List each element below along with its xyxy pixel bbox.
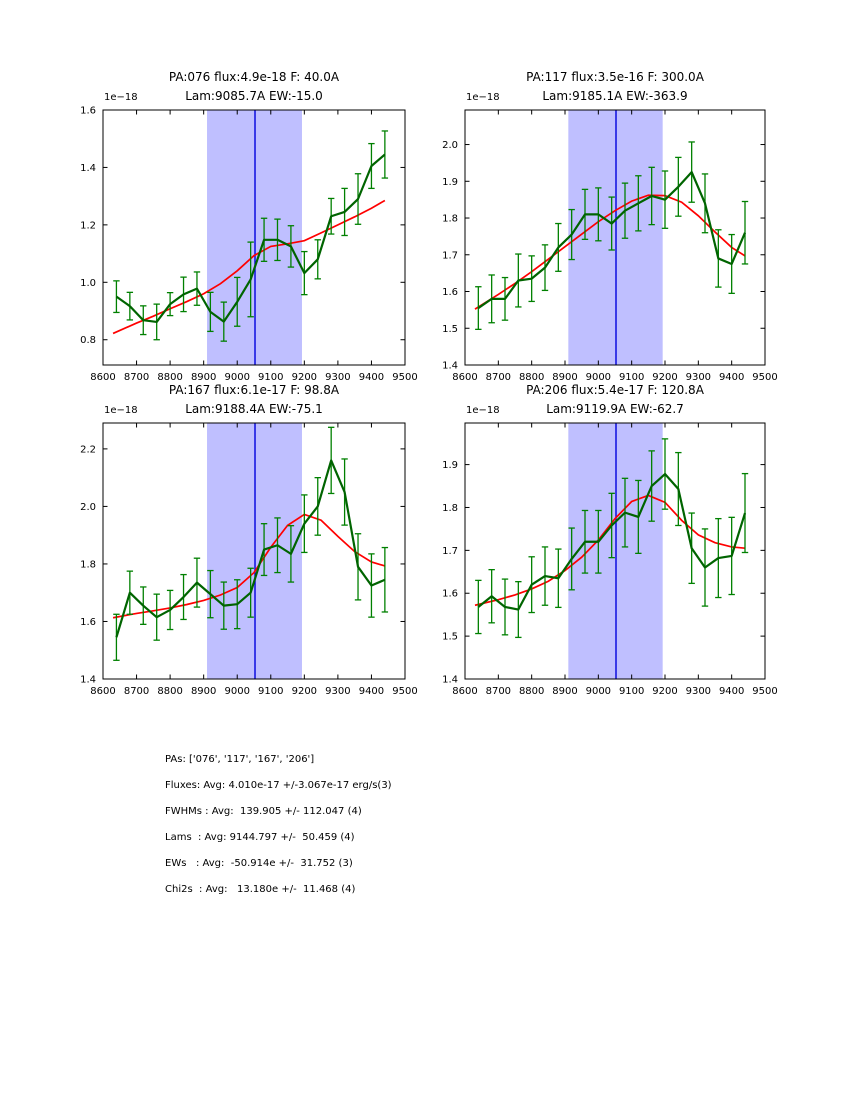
subplot-2-title-line2: Lam:9185.1A EW:-363.9 xyxy=(542,89,688,103)
x-tick-label: 9200 xyxy=(652,372,678,383)
stats-line-fwhms: FWHMs : Avg: 139.905 +/- 112.047 (4) xyxy=(165,806,362,817)
x-tick-label: 9500 xyxy=(392,686,418,697)
x-tick-label: 9200 xyxy=(291,686,318,697)
x-tick-label: 9300 xyxy=(325,686,351,697)
x-tick-label: 9500 xyxy=(752,686,778,697)
x-tick-label: 8600 xyxy=(90,686,116,697)
y-tick-label: 1.7 xyxy=(442,250,458,262)
y-tick-label: 1.9 xyxy=(442,176,458,188)
x-tick-label: 8700 xyxy=(485,372,512,383)
x-tick-label: 9100 xyxy=(618,372,645,383)
y-tick-label: 1.0 xyxy=(80,277,96,289)
x-tick-label: 8800 xyxy=(157,372,183,383)
subplot-4-title-line1: PA:206 flux:5.4e-17 F: 120.8A xyxy=(526,383,704,397)
subplot-2 xyxy=(442,110,778,383)
subplot-3 xyxy=(80,423,418,697)
x-tick-label: 9300 xyxy=(685,372,712,383)
x-tick-label: 9300 xyxy=(685,686,712,697)
y-tick-label: 1.7 xyxy=(442,545,458,557)
stats-block xyxy=(165,747,392,903)
x-tick-label: 8600 xyxy=(452,686,478,697)
y-tick-label: 2.0 xyxy=(442,140,458,152)
y-tick-label: 1.6 xyxy=(80,105,96,117)
subplot-2-title-line1: PA:117 flux:3.5e-16 F: 300.0A xyxy=(526,70,704,84)
y-tick-label: 1.6 xyxy=(442,287,458,299)
subplot-1 xyxy=(80,106,418,384)
y-tick-label: 1.4 xyxy=(442,360,458,372)
y-tick-label: 1.6 xyxy=(80,616,96,628)
x-tick-label: 9100 xyxy=(618,686,645,697)
subplot-4-y-offset: 1e−18 xyxy=(466,405,500,416)
y-tick-label: 1.9 xyxy=(442,460,458,472)
x-tick-label: 8800 xyxy=(518,372,545,383)
subplot-1-y-offset: 1e−18 xyxy=(104,92,138,103)
subplot-3-y-offset: 1e−18 xyxy=(104,405,138,416)
x-tick-label: 8900 xyxy=(190,686,217,697)
y-tick-label: 1.4 xyxy=(80,162,96,174)
subplot-4-title-line2: Lam:9119.9A EW:-62.7 xyxy=(546,402,684,416)
y-tick-label: 2.2 xyxy=(80,444,96,456)
subplot-1-title-line1: PA:076 flux:4.9e-18 F: 40.0A xyxy=(168,70,340,84)
y-tick-label: 1.8 xyxy=(442,213,458,225)
y-tick-label: 1.6 xyxy=(442,588,458,600)
x-tick-label: 9400 xyxy=(718,372,745,383)
y-tick-label: 2.0 xyxy=(80,501,96,513)
y-tick-label: 0.8 xyxy=(80,335,96,347)
stats-line-ews: EWs : Avg: -50.914e +/- 31.752 (3) xyxy=(165,858,353,869)
x-tick-label: 9100 xyxy=(258,686,284,697)
x-tick-label: 8700 xyxy=(123,372,150,383)
y-tick-label: 1.8 xyxy=(80,559,96,571)
y-tick-label: 1.5 xyxy=(442,323,458,335)
subplot-1-title xyxy=(103,68,405,106)
y-tick-label: 1.8 xyxy=(442,502,458,514)
subplot-3-title xyxy=(103,381,405,419)
x-tick-label: 9300 xyxy=(325,372,351,383)
subplot-3-title-line2: Lam:9188.4A EW:-75.1 xyxy=(185,402,323,416)
x-tick-label: 8700 xyxy=(485,686,512,697)
subplot-1-title-line2: Lam:9085.7A EW:-15.0 xyxy=(185,89,323,103)
stats-line-chi2s: Chi2s : Avg: 13.180e +/- 11.468 (4) xyxy=(165,884,356,895)
subplot-2-y-offset: 1e−18 xyxy=(466,92,500,103)
y-tick-label: 1.5 xyxy=(442,631,458,643)
x-tick-label: 9100 xyxy=(258,372,284,383)
stats-line-pas: PAs: ['076', '117', '167', '206'] xyxy=(165,754,315,765)
y-tick-label: 1.4 xyxy=(80,674,96,686)
x-tick-label: 9400 xyxy=(358,372,385,383)
x-tick-label: 8800 xyxy=(518,686,545,697)
x-tick-label: 9000 xyxy=(585,372,612,383)
subplot-3-title-line1: PA:167 flux:6.1e-17 F: 98.8A xyxy=(168,383,340,397)
y-tick-label: 1.4 xyxy=(442,674,458,686)
x-tick-label: 9400 xyxy=(358,686,385,697)
x-tick-label: 9000 xyxy=(224,372,250,383)
x-tick-label: 8800 xyxy=(157,686,183,697)
x-tick-label: 8600 xyxy=(90,372,116,383)
x-tick-label: 8900 xyxy=(552,686,578,697)
x-tick-label: 9400 xyxy=(718,686,745,697)
x-tick-label: 9200 xyxy=(652,686,678,697)
x-tick-label: 8900 xyxy=(552,372,578,383)
x-tick-label: 9000 xyxy=(585,686,612,697)
x-tick-label: 8700 xyxy=(123,686,150,697)
x-tick-label: 9500 xyxy=(752,372,778,383)
y-tick-label: 1.2 xyxy=(80,220,96,232)
x-tick-label: 8600 xyxy=(452,372,478,383)
x-tick-label: 8900 xyxy=(190,372,217,383)
x-tick-label: 9000 xyxy=(224,686,250,697)
stats-line-lams: Lams : Avg: 9144.797 +/- 50.459 (4) xyxy=(165,832,355,843)
stats-line-fluxes: Fluxes: Avg: 4.010e-17 +/-3.067e-17 erg/s(3) xyxy=(165,780,392,791)
x-tick-label: 9200 xyxy=(291,372,318,383)
x-tick-label: 9500 xyxy=(392,372,418,383)
subplot-4-title xyxy=(465,381,765,419)
subplot-2-title xyxy=(465,68,765,106)
subplot-4 xyxy=(442,423,778,697)
